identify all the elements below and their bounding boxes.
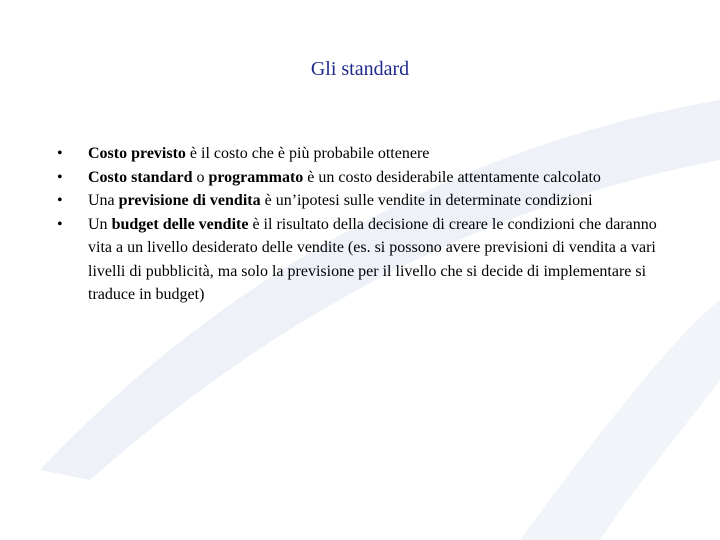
bullet-text: è il costo che è più probabile ottenere: [185, 145, 430, 162]
bullet-list: [57, 142, 667, 307]
bullet-text: Un: [88, 215, 112, 233]
bold-term: previsione di vendita: [118, 192, 261, 209]
bullet-item: [57, 189, 667, 213]
bold-term: budget delle vendite: [111, 215, 249, 233]
slide-title: Gli standard: [310, 58, 410, 80]
bold-term: programmato: [208, 168, 304, 186]
bullet-item: [57, 142, 667, 166]
bullet-item: [57, 166, 667, 190]
bullet-dot: •: [57, 168, 63, 186]
bullet-dot: •: [57, 192, 63, 209]
bullet-dot: •: [57, 145, 63, 162]
bold-term: Costo previsto: [88, 145, 186, 162]
bullet-text: è il risultato della decisione di creare le condizioni che daranno vita a un livello desiderato delle vendite (es. si possono avere previsioni di vendita a vari livelli di pubblicità, ma solo la previsione per il livello che si decide di implementare si traduce in budget): [88, 215, 657, 303]
bullet-text: è un costo desiderabile attentamente calcolato: [303, 168, 601, 186]
bold-term: Costo standard: [88, 168, 193, 186]
bullet-dot: •: [57, 215, 63, 233]
bullet-item: [57, 213, 667, 307]
bullet-text: è un’ipotesi sulle vendite in determinate condizioni: [260, 192, 593, 209]
bullet-text: o: [192, 168, 209, 186]
bullet-text: Una: [88, 192, 119, 209]
